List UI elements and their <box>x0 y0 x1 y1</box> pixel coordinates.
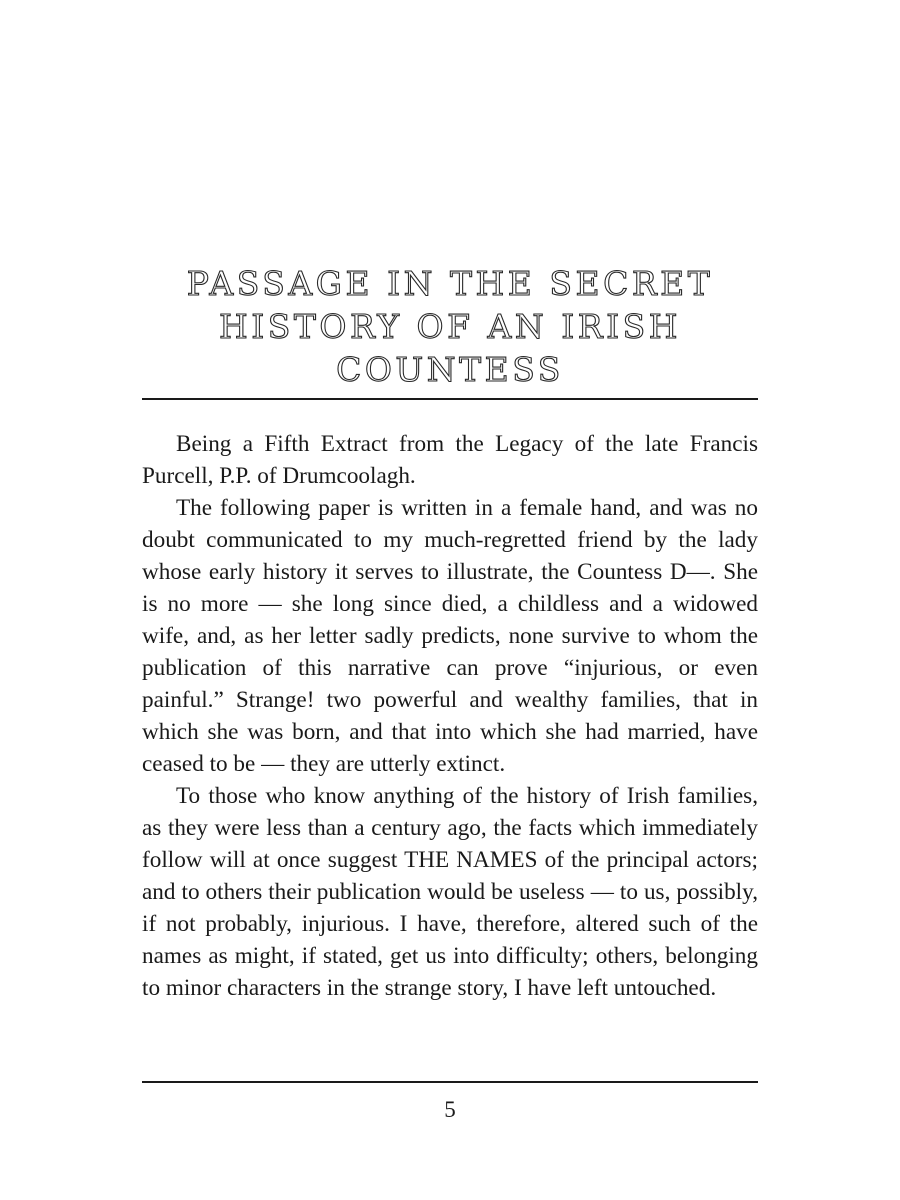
page-number: 5 <box>444 1097 456 1122</box>
footer-divider <box>142 1081 758 1083</box>
chapter-body <box>142 428 758 1004</box>
paragraph: To those who know anything of the history of Irish families, as they were less than a century ago, the facts which immediately follow will at once suggest THE NAMES of the principal actors; and to others their publication would be useless — to us, possibly, if not probably, injurious. I have, therefore, altered such of the names as might, if stated, get us into difficulty; others, belonging to minor characters in the strange story, I have left untouched. <box>142 783 758 1001</box>
paragraph: Being a Fifth Extract from the Legacy of the late Francis Purcell, P.P. of Drumcoolagh. <box>142 431 758 489</box>
paragraph: The following paper is written in a female hand, and was no doubt communicated to my much-regretted friend by the lady whose early history it serves to illustrate, the Countess D—. She is no more — she long since died, a childless and a widowed wife, and, as her letter sadly predicts, none survive to whom the publication of this narrative can prove “injurious, or even painful.” Strange! two powerful and wealthy families, that in which she was born, and that into which she had married, have ceased to be — they are utterly extinct. <box>142 495 758 777</box>
chapter-title: PASSAGE IN THE SECRET HISTORY OF AN IRISH COUNTESS <box>186 264 714 389</box>
title-divider <box>142 398 758 400</box>
